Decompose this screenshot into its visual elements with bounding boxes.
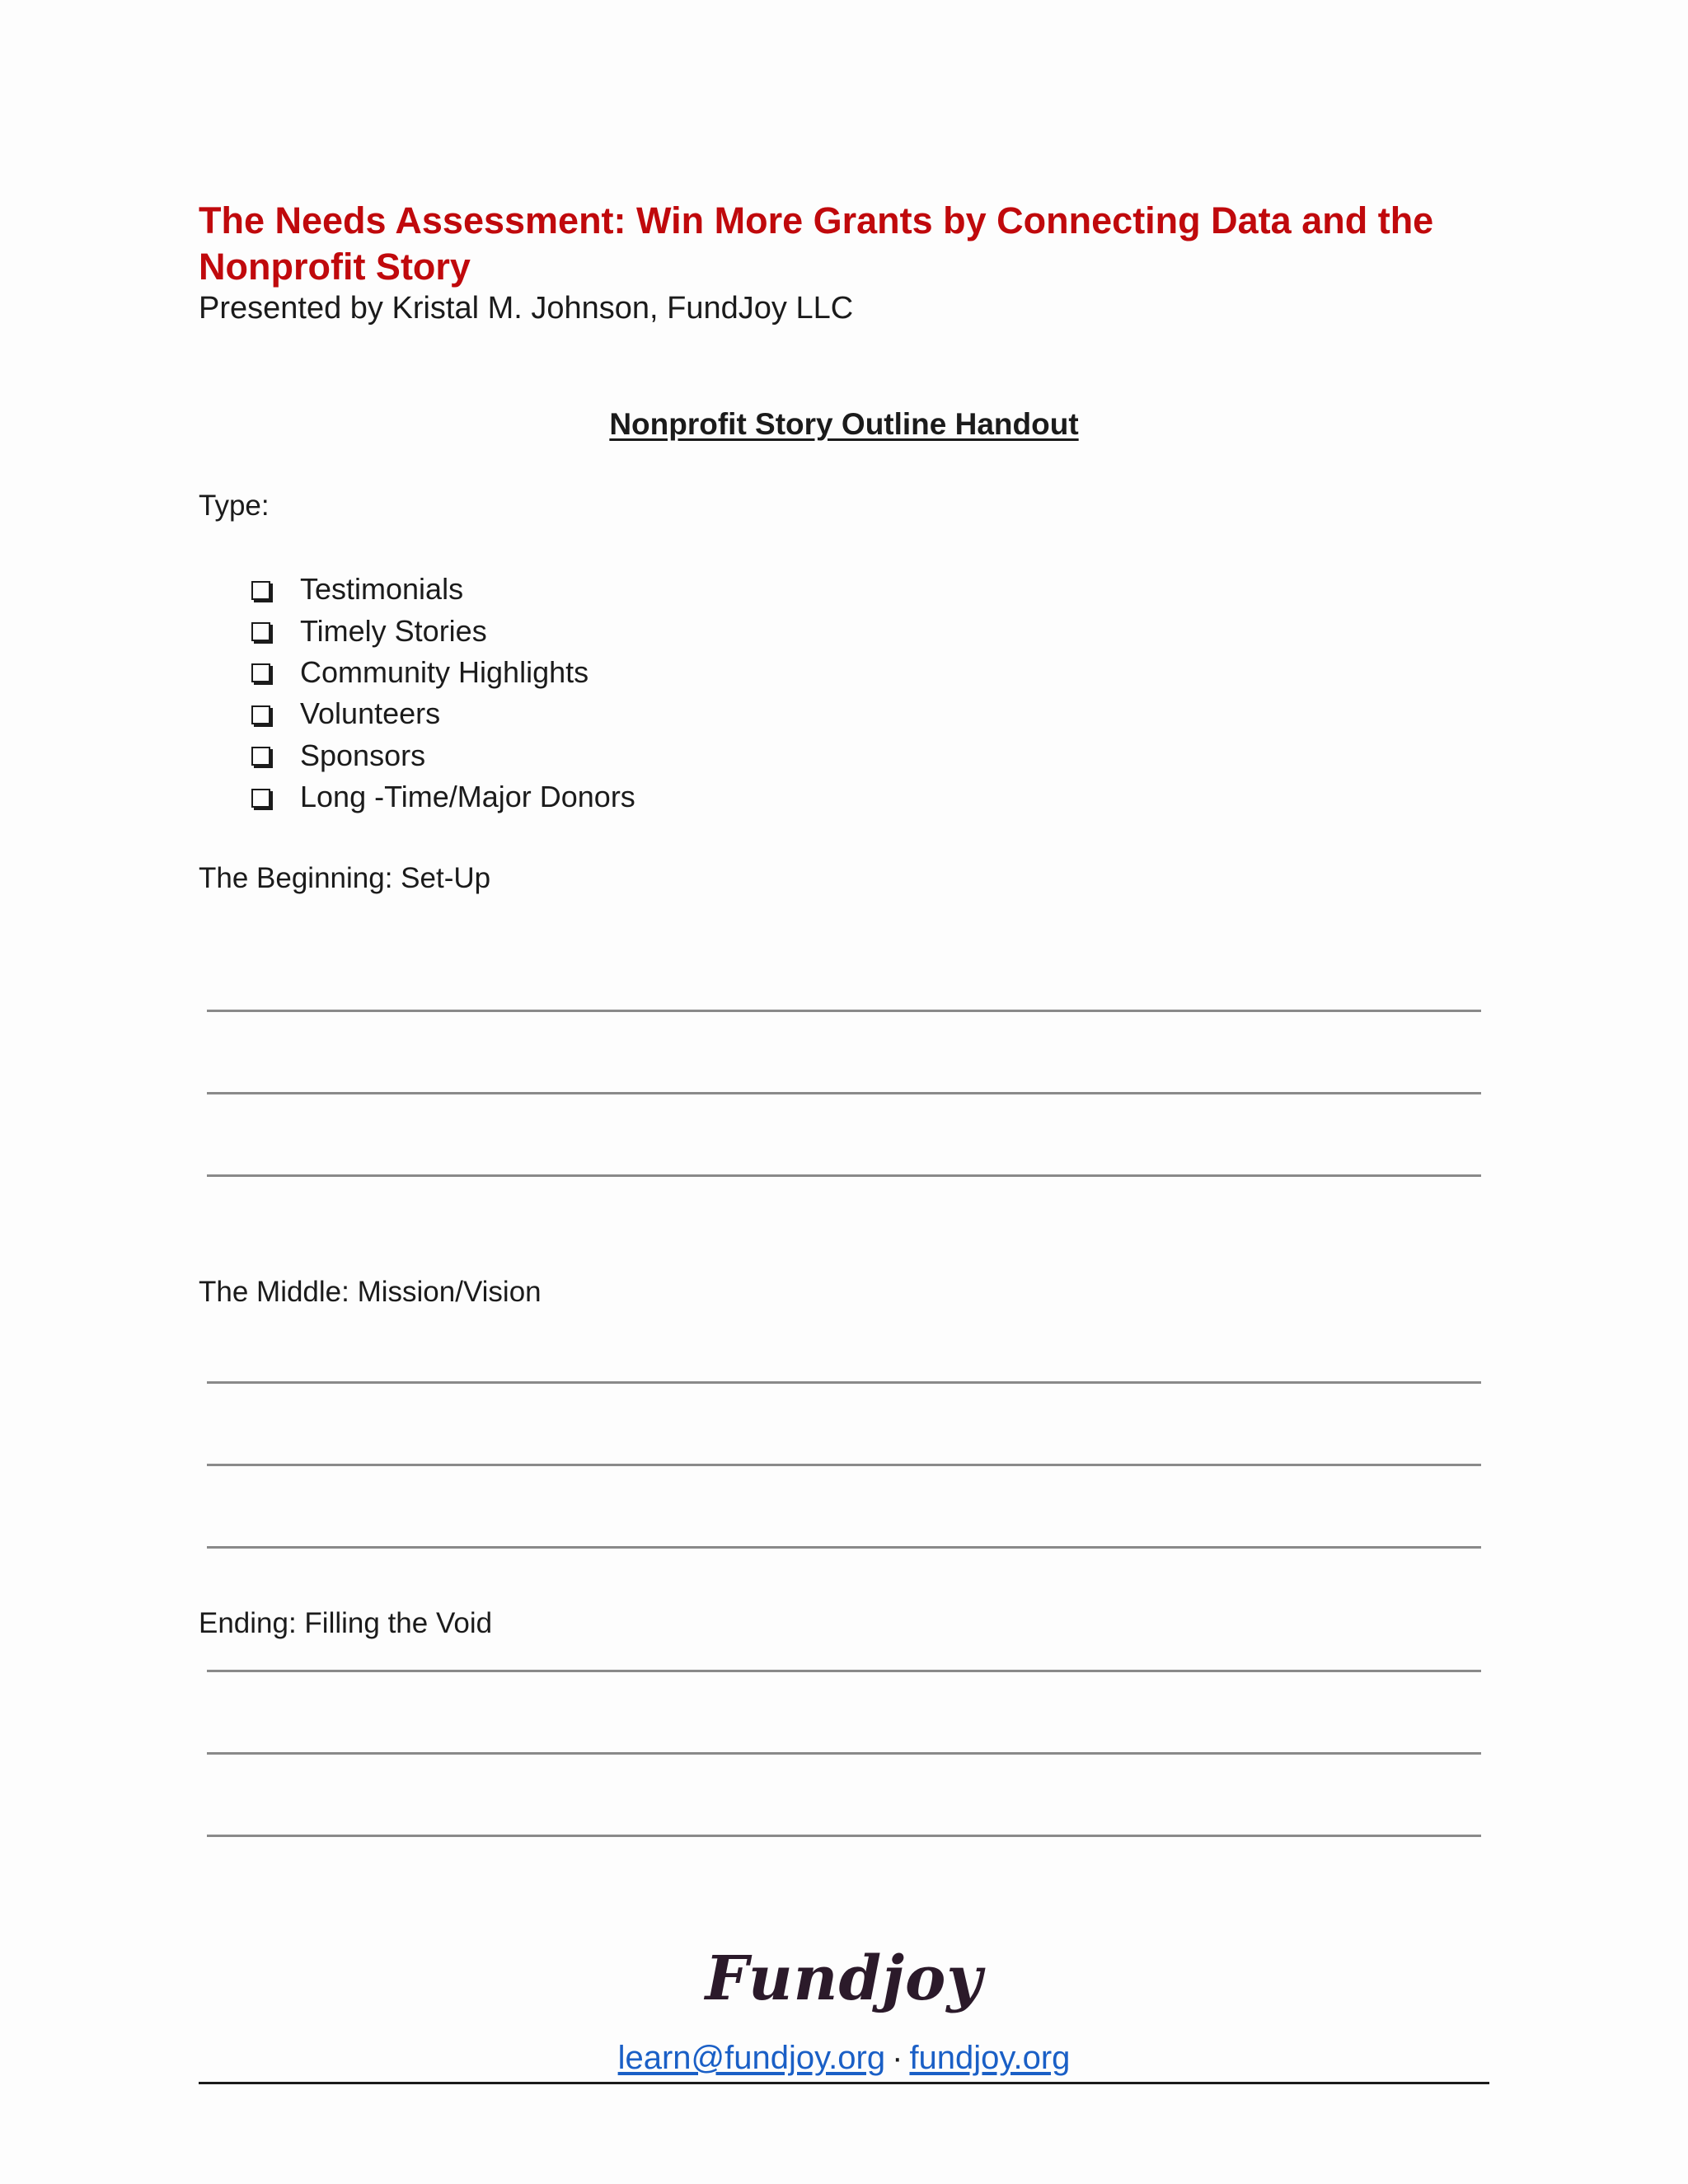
checklist-item-label: Volunteers bbox=[300, 696, 441, 731]
fundjoy-logo: Fundjoy bbox=[705, 1943, 983, 2014]
contact-line bbox=[0, 2040, 1688, 2077]
writing-line[interactable] bbox=[207, 1835, 1481, 1837]
checklist-item-volunteers[interactable] bbox=[251, 693, 635, 734]
section-label-middle: The Middle: Mission/Vision bbox=[199, 1276, 542, 1308]
writing-line[interactable] bbox=[207, 1464, 1481, 1466]
checklist-item-label: Timely Stories bbox=[300, 613, 487, 648]
checklist-item-community-highlights[interactable] bbox=[251, 652, 635, 693]
document-title: The Needs Assessment: Win More Grants by Connecting Data and the Nonprofit Story bbox=[199, 199, 1434, 288]
handout-heading: Nonprofit Story Outline Handout bbox=[609, 407, 1079, 441]
footer-divider bbox=[199, 2082, 1489, 2084]
type-label: Type: bbox=[199, 490, 270, 522]
checklist-item-timely-stories[interactable] bbox=[251, 610, 635, 651]
checklist-item-label: Community Highlights bbox=[300, 654, 589, 689]
checkbox-icon[interactable] bbox=[251, 622, 270, 641]
checklist-item-major-donors[interactable] bbox=[251, 776, 635, 818]
checkbox-icon[interactable] bbox=[251, 789, 270, 808]
section-label-ending: Ending: Filling the Void bbox=[199, 1607, 493, 1639]
writing-line[interactable] bbox=[207, 1546, 1481, 1549]
checkbox-icon[interactable] bbox=[251, 747, 270, 766]
website-link[interactable]: fundjoy.org bbox=[909, 2040, 1071, 2076]
checklist-item-sponsors[interactable] bbox=[251, 735, 635, 776]
checklist-item-label: Long -Time/Major Donors bbox=[300, 780, 635, 814]
writing-line[interactable] bbox=[207, 1670, 1481, 1672]
writing-line[interactable] bbox=[207, 1010, 1481, 1012]
checkbox-icon[interactable] bbox=[251, 581, 270, 600]
presenter-line: Presented by Kristal M. Johnson, FundJoy LLC bbox=[199, 291, 854, 326]
writing-line[interactable] bbox=[207, 1174, 1481, 1177]
email-link[interactable]: learn@fundjoy.org bbox=[617, 2040, 886, 2076]
checkbox-icon[interactable] bbox=[251, 663, 270, 682]
checklist-item-label: Sponsors bbox=[300, 738, 426, 772]
writing-line[interactable] bbox=[207, 1381, 1481, 1384]
checklist-item-label: Testimonials bbox=[300, 572, 464, 607]
writing-line[interactable] bbox=[207, 1752, 1481, 1755]
checklist-item-testimonials[interactable] bbox=[251, 569, 635, 610]
separator: · bbox=[892, 2040, 903, 2076]
type-checklist bbox=[251, 569, 635, 818]
section-label-beginning: The Beginning: Set-Up bbox=[199, 862, 491, 894]
writing-line[interactable] bbox=[207, 1092, 1481, 1094]
checkbox-icon[interactable] bbox=[251, 705, 270, 724]
